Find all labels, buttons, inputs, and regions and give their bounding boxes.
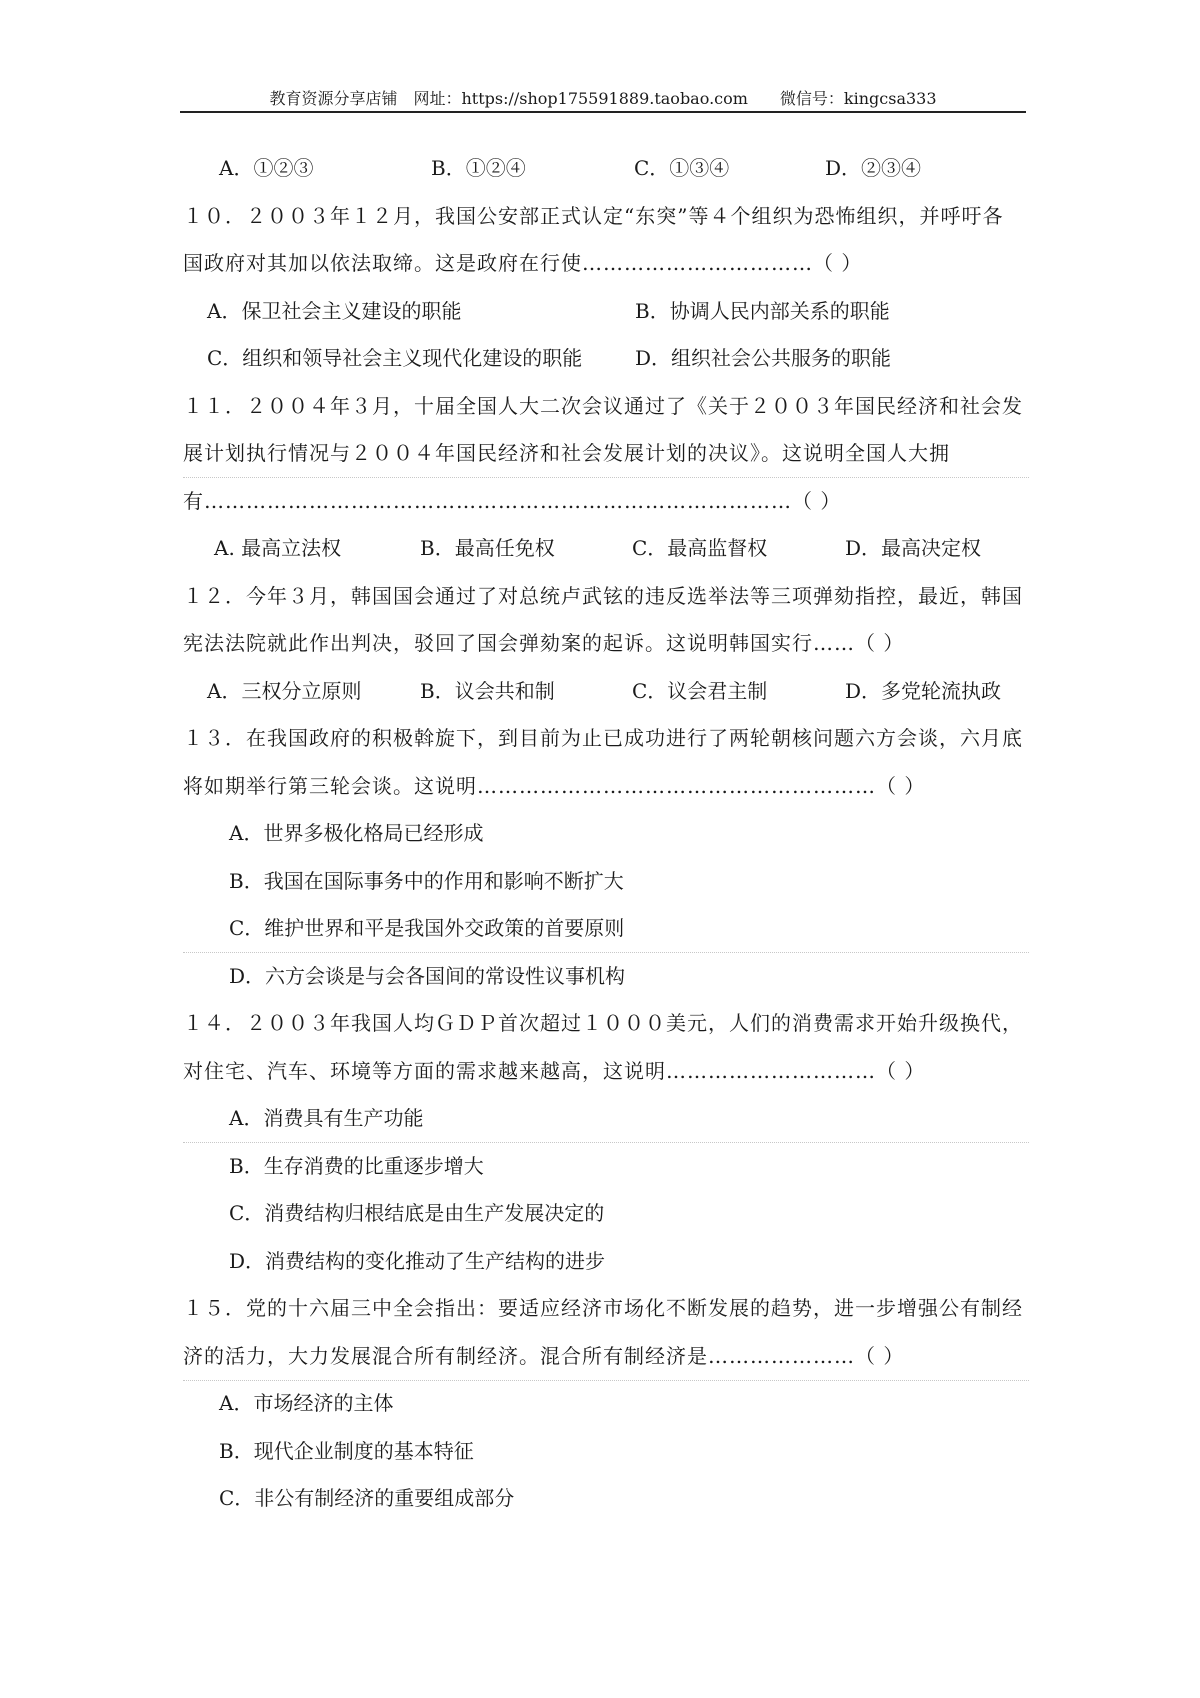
q11-option-c: C．最高监督权	[632, 536, 768, 560]
q12-option-b: B．议会共和制	[420, 679, 555, 703]
q14-option-a-text: A．消费具有生产功能	[229, 1106, 424, 1130]
q10-option-d: D．组织社会公共服务的职能	[635, 346, 892, 370]
q9-option-b: B．①②④	[431, 156, 526, 180]
question-11-options	[183, 525, 1029, 572]
q14-option-b-text: B．生存消费的比重逐步增大	[229, 1154, 484, 1178]
q10-option-a: A．保卫社会主义建设的职能	[207, 299, 462, 323]
q10-option-b: B．协调人民内部关系的职能	[635, 299, 890, 323]
question-13-line-1: １３．在我国政府的积极斡旋下，到目前为止已成功进行了两轮朝核问题六方会谈，六月底	[183, 726, 1023, 750]
q15-option-a	[183, 1380, 1029, 1427]
q14-option-b	[183, 1143, 1029, 1190]
q15-option-c-text: C．非公有制经济的重要组成部分	[219, 1486, 515, 1510]
q15-option-c	[183, 1475, 1029, 1522]
q10-option-c: C．组织和领导社会主义现代化建设的职能	[207, 346, 583, 370]
q11-option-a: A. 最高立法权	[214, 536, 342, 560]
q11-option-b: B．最高任免权	[420, 536, 555, 560]
question-11-line-1: １１．２００４年３月，十届全国人大二次会议通过了《关于２００３年国民经济和社会发	[183, 394, 1023, 418]
page-header: 教育资源分享店铺 网址：https://shop175591889.taobao.com 微信号：kingcsa333	[269, 89, 937, 108]
header-rule	[180, 111, 1026, 113]
question-13-line-2: 将如期举行第三轮会谈。这说明…………………………………………………（ ）	[183, 774, 926, 798]
question-10-options-row-1	[183, 288, 1029, 335]
question-15-line-1: １５．党的十六届三中全会指出：要适应经济市场化不断发展的趋势，进一步增强公有制经	[183, 1296, 1023, 1320]
question-14-line-2: 对住宅、汽车、环境等方面的需求越来越高，这说明…………………………（ ）	[183, 1059, 926, 1083]
q15-option-a-text: A．市场经济的主体	[219, 1391, 394, 1415]
q13-option-d-text: D．六方会谈是与会各国间的常设性议事机构	[229, 964, 626, 988]
q12-option-d: D．多党轮流执政	[845, 679, 1002, 703]
q13-option-b	[183, 858, 1029, 905]
q14-option-d-text: D．消费结构的变化推动了生产结构的进步	[229, 1249, 606, 1273]
q13-option-c	[183, 905, 1029, 953]
q14-option-a	[183, 1095, 1029, 1143]
question-12-options	[183, 668, 1029, 715]
q13-option-c-text: C．维护世界和平是我国外交政策的首要原则	[229, 916, 625, 940]
q9-option-c: C．①③④	[634, 156, 730, 180]
q12-option-c: C．议会君主制	[632, 679, 768, 703]
q14-option-c	[183, 1190, 1029, 1237]
question-9-options	[183, 145, 1029, 192]
question-12-line-2: 宪法法院就此作出判决，驳回了国会弹劾案的起诉。这说明韩国实行……（ ）	[183, 631, 905, 655]
q14-option-c-text: C．消费结构归根结底是由生产发展决定的	[229, 1201, 605, 1225]
q13-option-d	[183, 953, 1029, 1000]
q15-option-b-text: B．现代企业制度的基本特征	[219, 1439, 474, 1463]
q15-option-b	[183, 1428, 1029, 1475]
question-15-line-2: 济的活力，大力发展混合所有制经济。混合所有制经济是…………………（ ）	[183, 1333, 1029, 1381]
q12-option-a: A．三权分立原则	[207, 679, 362, 703]
question-11-line-2: 展计划执行情况与２００４年国民经济和社会发展计划的决议》。这说明全国人大拥	[183, 430, 1029, 478]
q9-option-d: D．②③④	[825, 156, 922, 180]
question-12-line-1: １２．今年３月，韩国国会通过了对总统卢武铉的违反选举法等三项弹劾指控，最近，韩国	[183, 584, 1023, 608]
q13-option-a-text: A．世界多极化格局已经形成	[229, 821, 484, 845]
q14-option-d	[183, 1238, 1029, 1285]
q11-option-d: D．最高决定权	[845, 536, 982, 560]
question-11-line-3: 有…………………………………………………………………………（ ）	[183, 489, 842, 513]
question-10-options-row-2	[183, 335, 1029, 382]
q13-option-a	[183, 810, 1029, 857]
q9-option-a: A．①②③	[219, 156, 314, 180]
question-10-line-2: 国政府对其加以依法取缔。这是政府在行使……………………………（ ）	[183, 251, 863, 275]
q13-option-b-text: B．我国在国际事务中的作用和影响不断扩大	[229, 869, 624, 893]
question-10-line-1: １０．２００３年１２月，我国公安部正式认定“东突”等４个组织为恐怖组织，并呼吁各	[183, 204, 1004, 228]
question-14-line-1: １４．２００３年我国人均ＧＤＰ首次超过１０００美元，人们的消费需求开始升级换代，	[183, 1011, 1023, 1035]
